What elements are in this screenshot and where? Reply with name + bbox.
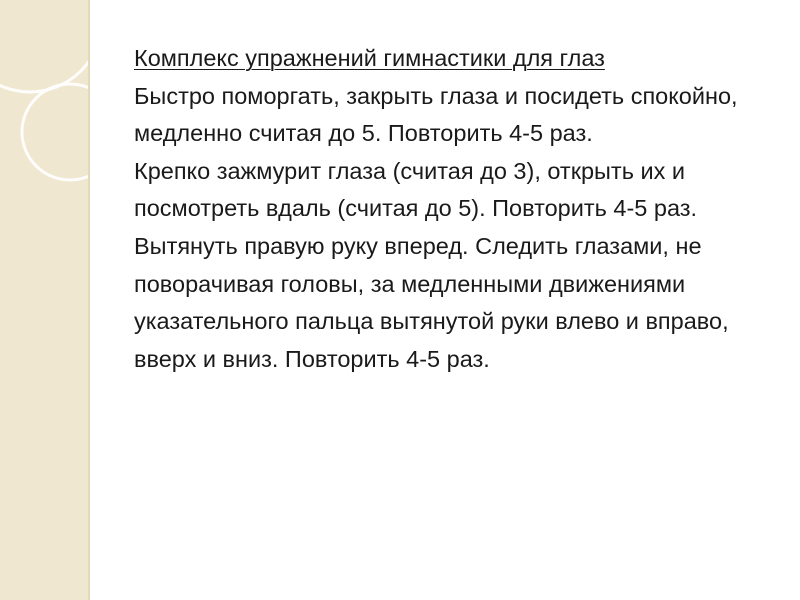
exercise-paragraph-1: Быстро поморгать, закрыть глаза и посидеть спокойно, медленно считая до 5. Повторить 4-5 раз. <box>134 82 738 147</box>
exercise-paragraph-2: Крепко зажмурит глаза (считая до 3), открыть их и посмотреть вдаль (считая до 5). Повторить 4-5 раз. <box>134 157 698 222</box>
decorative-ring-small <box>22 84 88 180</box>
slide-title: Комплекс упражнений гимнастики для глаз <box>134 45 605 71</box>
slide-content <box>134 40 774 378</box>
decorative-side-band <box>0 0 88 600</box>
exercise-paragraph-3: Вытянуть правую руку вперед. Следить глазами, не поворачивая головы, за медленными движениями указательного пальца вытянутой руки влево и вправо, вверх и вниз. Повторить 4-5 раз. <box>134 232 729 372</box>
decorative-ring-large <box>0 0 88 92</box>
band-edge-divider <box>88 0 90 600</box>
decorative-rings <box>0 0 88 600</box>
